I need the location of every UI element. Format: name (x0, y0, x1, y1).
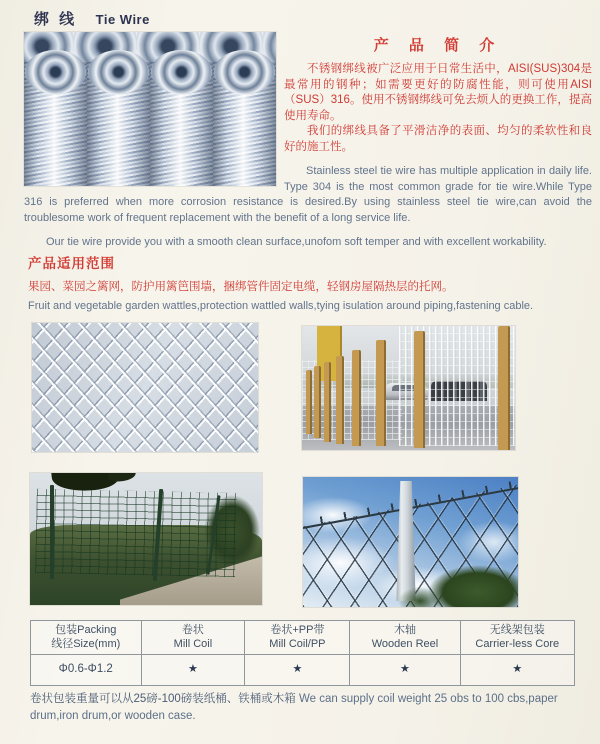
foliage (428, 565, 518, 607)
photo-mesh-closeup (32, 323, 258, 452)
fence-post (498, 326, 510, 450)
fence-post (324, 362, 331, 442)
header-line: 包装Packing (55, 624, 117, 636)
fence-post (50, 485, 54, 579)
intro-paragraph-zh-1: 不锈钢绑线被广泛应用于日常生活中，AISI(SUS)304是最常用的钢种；如需要更好的防腐性能，则可使用AISI（SUS）316。使用不锈钢绑线可免去烦人的更换工作，提高使用寿命。 (284, 63, 592, 122)
table-header-mill-coil (141, 621, 245, 655)
wire-mesh-overlay (35, 489, 237, 577)
application-text-zh: 果园、菜园之篱网，防护用篱笆围墙，捆绑管件固定电缆，轻钢房屋隔热层的托网。 (28, 281, 454, 293)
title-en: Tie Wire (95, 12, 150, 27)
footer-note-en: We can supply coil weight 25 obs to 100 cbs,paper drum,iron drum,or wooden case. (30, 693, 558, 722)
coil-column (24, 62, 87, 186)
star-icon: ★ (512, 663, 523, 676)
star-icon: ★ (400, 663, 410, 676)
table-header-carrierless (460, 621, 575, 655)
header-line: Wooden Reel (371, 637, 439, 650)
table-cell-star (350, 655, 460, 686)
fence-post (414, 331, 425, 448)
photo-welded-fence-cars (302, 326, 515, 450)
fence-post (376, 340, 386, 446)
intro-paragraph-en-2: Our tie wire provide you with a smooth clean surface,unofom soft temper and with excellent workability. (46, 236, 547, 248)
table-header-packing (31, 621, 142, 655)
photo-chainlink-fence (303, 477, 518, 607)
coil-column (213, 62, 276, 186)
application-text-en: Fruit and vegetable garden wattles,protection wattled walls,tying isulation around piping,fastening cable. (28, 300, 534, 312)
intro-section (0, 0, 600, 251)
coil-column (87, 62, 150, 186)
packing-table (30, 620, 575, 686)
fence-post (314, 366, 321, 438)
footer-note (30, 691, 578, 725)
footer-note-zh: 卷状包装重量可以从25磅-100磅装纸桶、铁桶或木箱 (30, 693, 296, 705)
header-line: 卷状 (181, 624, 204, 636)
header-line: Mill Coil/PP (269, 637, 326, 650)
header-line: Carrier-less Core (475, 637, 560, 650)
table-cell-star (141, 655, 245, 686)
photo-roadside-fence (30, 473, 262, 605)
fence-post (352, 350, 361, 446)
header-line: 线径Size(mm) (51, 637, 121, 650)
photo-wire-coils (24, 32, 276, 186)
table-header-row (31, 621, 575, 655)
table-cell-star (460, 655, 575, 686)
intro-paragraph-zh-2: 我们的绑线具备了平滑洁净的表面、均匀的柔软性和良好的施工性。 (284, 125, 592, 153)
table-cell-star (245, 655, 350, 686)
header-line: Mill Coil (173, 637, 213, 650)
header-line: 卷状+PP带 (270, 624, 325, 636)
header-line: 无线架包装 (489, 624, 545, 636)
table-header-wooden-reel (350, 621, 460, 655)
page-title (34, 8, 592, 30)
application-heading: 产品适用范围 (28, 256, 115, 271)
fence-post (336, 356, 344, 444)
star-icon: ★ (187, 663, 198, 676)
table-header-mill-coil-pp (245, 621, 350, 655)
table-cell-size: Φ0.6-Φ1.2 (31, 655, 142, 686)
intro-paragraph-en-1: Stainless steel tie wire has multiple application in daily life. Type 304 is the most common grade for tie wire.While Type 316 is preferred when more corrosion resistance is desired.By using stainless steel tie wire,can avoid the troublesome work of frequent replacement with the benefit of a long service life. (24, 165, 592, 224)
star-icon: ★ (292, 663, 303, 676)
title-zh: 绑 线 (34, 11, 78, 28)
application-section (28, 252, 588, 314)
header-line: 木轴 (393, 624, 416, 636)
table-data-row (31, 655, 575, 686)
fence-post (306, 370, 312, 434)
coil-column (150, 62, 213, 186)
intro-heading: 产 品 简 介 (373, 37, 503, 54)
